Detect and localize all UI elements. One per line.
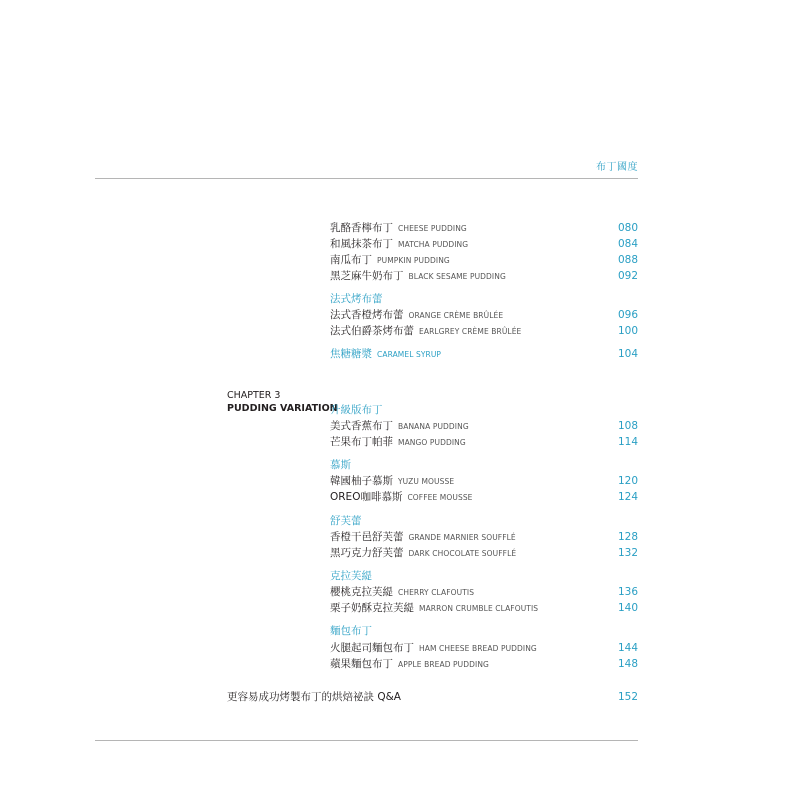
category-heading: 舒芙蕾 — [330, 515, 362, 527]
entry-title-en: CHERRY CLAFOUTIS — [398, 588, 475, 597]
toc-entry[interactable] — [330, 529, 638, 543]
entry-title-en: GRANDE MARNIER SOUFFLÉ — [408, 533, 516, 542]
entry-title-zh: 南瓜布丁 — [330, 254, 372, 266]
entry-title-zh: OREO咖啡慕斯 — [330, 491, 403, 503]
entry-title-zh: 法式伯爵茶烤布蕾 — [330, 325, 414, 337]
entry-title-en: COFFEE MOUSSE — [407, 493, 473, 502]
entry-title-en: DARK CHOCOLATE SOUFFLÉ — [408, 549, 517, 558]
entry-title-en: ORANGE CRÈME BRÛLÉE — [408, 311, 504, 320]
entry-title-zh: 火腿起司麵包布丁 — [330, 642, 414, 654]
entry-page: 124 — [617, 491, 638, 503]
entry-title-en: MATCHA PUDDING — [398, 240, 469, 249]
category-heading: 法式烤布蕾 — [330, 293, 383, 305]
entry-title-en: PUMPKIN PUDDING — [377, 256, 450, 265]
entry-title-zh: 櫻桃克拉芙緹 — [330, 586, 393, 598]
toc-entry[interactable] — [330, 640, 638, 654]
entry-page: 114 — [617, 436, 638, 448]
entry-title-zh: 焦糖糖漿 — [330, 348, 372, 360]
entry-title-en: BLACK SESAME PUDDING — [408, 272, 506, 281]
entry-title-zh: 栗子奶酥克拉芙緹 — [330, 602, 414, 614]
entry-title-zh: 法式香橙烤布蕾 — [330, 309, 404, 321]
entry-title-en: CHEESE PUDDING — [398, 224, 467, 233]
toc-entry[interactable] — [330, 434, 638, 448]
entry-title-en: HAM CHEESE BREAD PUDDING — [419, 644, 537, 653]
entry-title-en: BANANA PUDDING — [398, 422, 469, 431]
category-heading: 升級版布丁 — [330, 404, 383, 416]
entry-title-zh: 蘋果麵包布丁 — [330, 658, 393, 670]
toc-entry[interactable] — [330, 656, 638, 670]
toc-entry[interactable] — [330, 236, 638, 250]
bottom-divider — [95, 740, 638, 741]
entry-title-en: APPLE BREAD PUDDING — [398, 660, 489, 669]
entry-title-zh: 乳酪香檸布丁 — [330, 222, 393, 234]
toc-entry[interactable] — [330, 307, 638, 321]
entry-page: 084 — [617, 238, 638, 250]
category-heading: 慕斯 — [330, 459, 351, 471]
entry-title-en: CARAMEL SYRUP — [377, 350, 442, 359]
category-heading: 克拉芙緹 — [330, 570, 372, 582]
entry-page: 136 — [617, 586, 638, 598]
entry-page: 120 — [617, 475, 638, 487]
entry-title-en: EARLGREY CRÈME BRÛLÉE — [419, 327, 522, 336]
entry-page: 140 — [617, 602, 638, 614]
toc-entry[interactable] — [330, 545, 638, 559]
entry-title-en: MARRON CRUMBLE CLAFOUTIS — [419, 604, 539, 613]
toc-entry[interactable] — [330, 473, 638, 487]
category-heading: 麵包布丁 — [330, 625, 372, 637]
entry-page: 080 — [617, 222, 638, 234]
entry-page: 100 — [617, 325, 638, 337]
entry-title-en: MANGO PUDDING — [398, 438, 466, 447]
chapter-number: CHAPTER 3 — [227, 390, 281, 401]
entry-title-en: YUZU MOUSSE — [398, 477, 455, 486]
entry-page: 148 — [617, 658, 638, 670]
entry-page: 128 — [617, 531, 638, 543]
entry-page: 152 — [617, 691, 638, 703]
entry-title-zh: 芒果布丁帕菲 — [330, 436, 393, 448]
toc-entry[interactable] — [330, 220, 638, 234]
entry-page: 092 — [617, 270, 638, 282]
entry-page: 144 — [617, 642, 638, 654]
toc-entry[interactable] — [330, 323, 638, 337]
toc-entry[interactable] — [330, 252, 638, 266]
entry-title-zh: 黑芝麻牛奶布丁 — [330, 270, 404, 282]
toc-entry[interactable] — [330, 600, 638, 614]
toc-entry-qa[interactable] — [227, 689, 638, 704]
entry-page: 096 — [617, 309, 638, 321]
entry-page: 132 — [617, 547, 638, 559]
chapter-title: PUDDING VARIATION — [227, 403, 338, 414]
toc-entry-caramel[interactable] — [330, 346, 638, 360]
entry-page: 108 — [617, 420, 638, 432]
running-header: 布丁國度 — [596, 162, 638, 173]
toc-entry[interactable] — [330, 418, 638, 432]
entry-title-zh: 黑巧克力舒芙蕾 — [330, 547, 404, 559]
toc-entry[interactable] — [330, 489, 638, 503]
entry-page: 088 — [617, 254, 638, 266]
entry-title-zh: 美式香蕉布丁 — [330, 420, 393, 432]
entry-page: 104 — [617, 348, 638, 360]
toc-entry[interactable] — [330, 268, 638, 282]
entry-title-zh: 和風抹茶布丁 — [330, 238, 393, 250]
entry-title-zh: 更容易成功烤製布丁的烘焙祕訣 Q&A — [227, 691, 401, 703]
entry-title-zh: 香橙干邑舒芙蕾 — [330, 531, 404, 543]
entry-title-zh: 韓國柚子慕斯 — [330, 475, 393, 487]
toc-entry[interactable] — [330, 584, 638, 598]
